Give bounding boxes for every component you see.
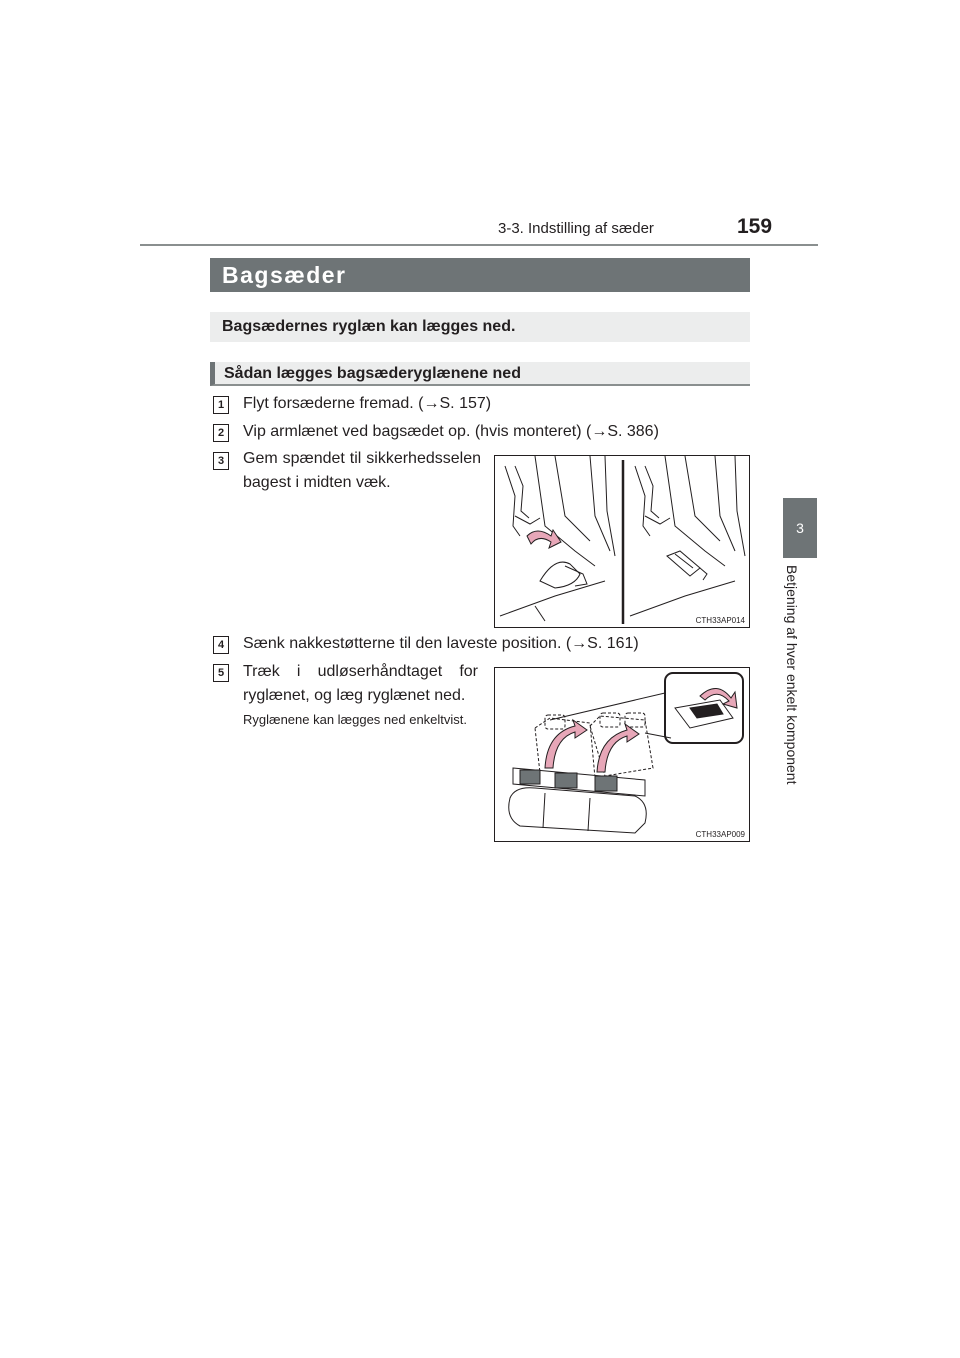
section-title: Bagsæder [210, 258, 750, 292]
step-number-3: 3 [213, 452, 229, 470]
fold-arrow-left-icon [545, 720, 587, 768]
step-number-1: 1 [213, 396, 229, 414]
header-rule [140, 244, 818, 246]
step-note-5: Ryglænene kan lægges ned enkeltvist. [243, 712, 468, 727]
step-number-5: 5 [213, 664, 229, 682]
running-header-section: 3-3. Indstilling af sæder [498, 220, 654, 237]
procedure-heading: Sådan lægges bagsæderyglænene ned [210, 362, 750, 386]
figure-fold-seatback [494, 667, 750, 842]
seatbelt-buckle-illustration [495, 456, 749, 627]
step-text-1: Flyt forsæderne fremad. (→S. 157) [243, 395, 492, 412]
step-text-3: Gem spændet til sikkerhedsselen bagest i midten væk. [243, 450, 481, 491]
chapter-tab: 3 [783, 498, 817, 558]
figure-seatbelt-buckle [494, 455, 750, 628]
intro-text: Bagsædernes ryglæn kan lægges ned. [222, 318, 516, 335]
step-text-4: Sænk nakkestøtterne til den laveste position. (→S. 161) [243, 635, 639, 652]
page-number: 159 [737, 215, 773, 238]
step-number-4: 4 [213, 636, 229, 654]
fold-arrow-right-icon [597, 724, 639, 772]
fold-seatback-illustration [495, 668, 749, 841]
rotate-arrow-icon [527, 530, 561, 548]
chapter-tab-label: Betjening af hver enkelt komponent [784, 565, 800, 785]
figure-code-1: CTH33AP014 [695, 616, 745, 625]
step-text-5: Træk i udløserhåndtaget for ryglænet, og læg ryglænet ned. [243, 663, 478, 704]
step-text-2: Vip armlænet ved bagsædet op. (hvis monteret) (→S. 386) [243, 423, 659, 440]
intro-box [210, 312, 750, 342]
figure-code-2: CTH33AP009 [695, 830, 745, 839]
step-number-2: 2 [213, 424, 229, 442]
